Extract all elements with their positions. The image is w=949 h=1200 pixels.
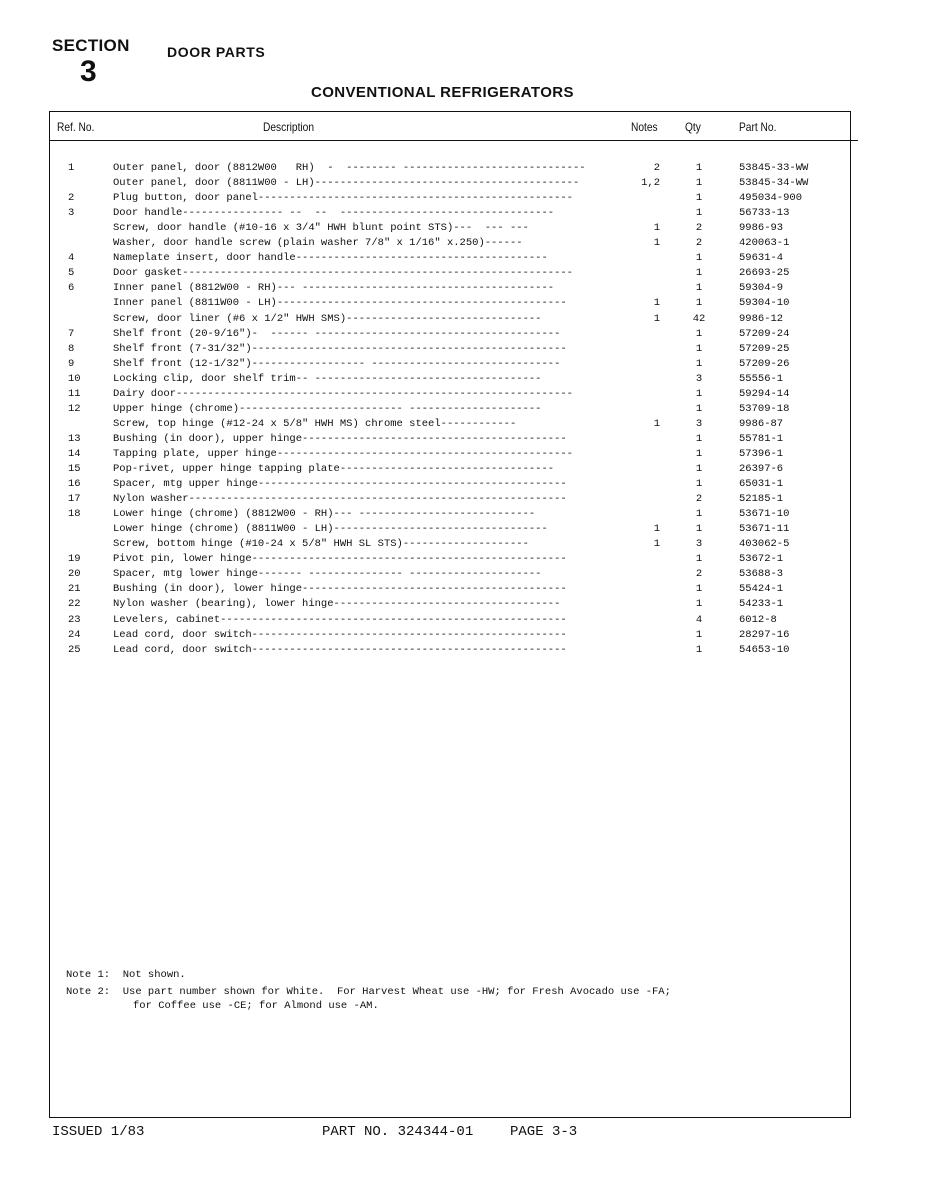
cell-quantity: 1 bbox=[695, 463, 703, 475]
cell-part-number: 6012-8 bbox=[739, 613, 777, 626]
cell-quantity: 1 bbox=[695, 508, 703, 521]
table-row bbox=[0, 477, 949, 492]
table-row bbox=[0, 447, 949, 462]
cell-part-number: 403062-5 bbox=[739, 538, 790, 551]
cell-notes: 1 bbox=[653, 417, 660, 430]
cell-description: Door handle---------------- -- -- ---------------------------------- bbox=[113, 207, 555, 220]
cell-quantity: 1 bbox=[695, 643, 703, 656]
cell-description: Shelf front (20-9/16")- ------ --------------------------------------- bbox=[113, 327, 561, 340]
cell-quantity: 1 bbox=[695, 282, 703, 295]
cell-quantity: 1 bbox=[695, 357, 703, 370]
cell-quantity: 1 bbox=[695, 628, 703, 641]
cell-description: Inner panel (8812W00 - RH)--- ---------------------------------------- bbox=[113, 282, 555, 295]
cell-description: Upper hinge (chrome)-------------------------- --------------------- bbox=[113, 402, 542, 415]
cell-ref-number: 21 bbox=[68, 583, 81, 596]
cell-description: Lower hinge (chrome) (8811W00 - LH)---------------------------------- bbox=[113, 523, 548, 536]
note-2-label: Note 2: bbox=[66, 986, 111, 998]
cell-description: Nameplate insert, door handle---------------------------------------- bbox=[113, 252, 548, 265]
table-row bbox=[0, 221, 949, 236]
table-row bbox=[0, 161, 949, 176]
table-row bbox=[0, 176, 949, 191]
cell-part-number: 55781-1 bbox=[739, 432, 784, 445]
cell-ref-number: 8 bbox=[68, 342, 75, 355]
cell-quantity: 1 bbox=[695, 297, 703, 310]
cell-part-number: 53688-3 bbox=[739, 568, 784, 581]
cell-notes: 1 bbox=[653, 523, 660, 536]
cell-part-number: 56733-13 bbox=[739, 207, 790, 220]
footer-page-number: PAGE 3-3 bbox=[510, 1124, 578, 1140]
cell-ref-number: 5 bbox=[68, 267, 75, 280]
cell-quantity: 42 bbox=[692, 312, 706, 325]
cell-part-number: 28297-16 bbox=[739, 628, 790, 641]
cell-part-number: 55424-1 bbox=[739, 583, 784, 596]
cell-ref-number: 11 bbox=[68, 387, 81, 400]
cell-part-number: 53671-11 bbox=[739, 523, 790, 536]
column-header-ref: Ref. No. bbox=[57, 120, 95, 134]
column-header-description: Description bbox=[263, 120, 315, 134]
cell-description: Shelf front (12-1/32")------------------ ------------------------------ bbox=[113, 357, 561, 370]
cell-quantity: 2 bbox=[695, 568, 703, 581]
cell-part-number: 65031-1 bbox=[739, 478, 784, 491]
cell-part-number: 52185-1 bbox=[739, 493, 784, 506]
cell-ref-number: 6 bbox=[68, 282, 75, 295]
cell-part-number: 54233-1 bbox=[739, 598, 784, 611]
table-row bbox=[0, 492, 949, 507]
cell-ref-number: 1 bbox=[68, 162, 75, 174]
cell-description: Screw, bottom hinge (#10-24 x 5/8" HWH SL STS)-------------------- bbox=[113, 538, 529, 551]
cell-description: Nylon washer (bearing), lower hinge------------------------------------ bbox=[113, 598, 561, 611]
cell-part-number: 53709-18 bbox=[739, 402, 790, 415]
table-row bbox=[0, 266, 949, 281]
cell-description: Plug button, door panel-------------------------------------------------- bbox=[113, 192, 573, 205]
column-header-part: Part No. bbox=[739, 120, 777, 134]
table-row bbox=[0, 507, 949, 522]
cell-quantity: 1 bbox=[695, 387, 703, 400]
cell-part-number: 53671-10 bbox=[739, 508, 790, 521]
cell-part-number: 59631-4 bbox=[739, 252, 784, 265]
cell-part-number: 420063-1 bbox=[739, 237, 790, 250]
cell-quantity: 1 bbox=[695, 207, 703, 220]
cell-description: Screw, door handle (#10-16 x 3/4" HWH blunt point STS)--- --- --- bbox=[113, 222, 529, 235]
cell-part-number: 57209-26 bbox=[739, 357, 790, 370]
table-row bbox=[0, 281, 949, 296]
table-row bbox=[0, 417, 949, 432]
cell-ref-number: 9 bbox=[68, 357, 75, 370]
cell-description: Door gasket-------------------------------------------------------------- bbox=[113, 267, 573, 280]
cell-ref-number: 3 bbox=[68, 207, 75, 220]
note-1-label: Note 1: bbox=[66, 969, 111, 981]
note-2-continued: for Coffee use -CE; for Almond use -AM. bbox=[133, 1000, 379, 1012]
table-row bbox=[0, 643, 949, 658]
cell-description: Bushing (in door), lower hinge------------------------------------------ bbox=[113, 583, 567, 596]
cell-part-number: 9986-87 bbox=[739, 417, 784, 430]
cell-ref-number: 18 bbox=[68, 508, 81, 521]
table-row bbox=[0, 372, 949, 387]
cell-part-number: 9986-93 bbox=[739, 222, 784, 235]
table-row bbox=[0, 357, 949, 372]
cell-ref-number: 24 bbox=[68, 628, 81, 641]
table-row bbox=[0, 628, 949, 643]
table-row bbox=[0, 327, 949, 342]
cell-ref-number: 12 bbox=[68, 402, 81, 415]
table-row bbox=[0, 522, 949, 537]
section-number: 3 bbox=[80, 55, 97, 88]
cell-quantity: 1 bbox=[695, 402, 703, 415]
cell-notes: 1 bbox=[653, 237, 660, 250]
table-row bbox=[0, 251, 949, 266]
cell-description: Tapping plate, upper hinge----------------------------------------------- bbox=[113, 447, 573, 460]
cell-quantity: 1 bbox=[695, 177, 703, 190]
cell-quantity: 1 bbox=[695, 342, 703, 355]
page-title: DOOR PARTS bbox=[167, 44, 266, 60]
cell-ref-number: 17 bbox=[68, 493, 81, 506]
table-row bbox=[0, 387, 949, 402]
table-row bbox=[0, 552, 949, 567]
cell-part-number: 57396-1 bbox=[739, 447, 784, 460]
cell-quantity: 3 bbox=[695, 538, 703, 551]
cell-description: Pivot pin, lower hinge-------------------------------------------------- bbox=[113, 553, 567, 566]
cell-part-number: 9986-12 bbox=[739, 312, 784, 325]
column-header-qty: Qty bbox=[685, 120, 701, 134]
cell-notes: 1 bbox=[653, 312, 660, 325]
cell-description: Washer, door handle screw (plain washer 7/8" x 1/16" x.250)------ bbox=[113, 237, 523, 250]
column-header-notes: Notes bbox=[631, 120, 658, 134]
cell-quantity: 1 bbox=[695, 447, 703, 460]
cell-description: Levelers, cabinet------------------------------------------------------- bbox=[113, 613, 567, 626]
page-subtitle: CONVENTIONAL REFRIGERATORS bbox=[311, 84, 574, 101]
cell-description: Locking clip, door shelf trim-- ------------------------------------ bbox=[113, 372, 542, 385]
footer-issued: ISSUED 1/83 bbox=[52, 1124, 145, 1140]
cell-part-number: 26693-25 bbox=[739, 267, 790, 280]
table-row bbox=[0, 462, 949, 477]
cell-notes: 1,2 bbox=[641, 177, 660, 190]
cell-notes: 1 bbox=[653, 297, 660, 310]
cell-ref-number: 15 bbox=[68, 463, 81, 475]
cell-ref-number: 2 bbox=[68, 192, 75, 205]
cell-quantity: 2 bbox=[695, 222, 703, 235]
footer-part-number: PART NO. 324344-01 bbox=[322, 1124, 474, 1140]
table-row bbox=[0, 206, 949, 221]
cell-part-number: 57209-24 bbox=[739, 327, 790, 340]
cell-quantity: 2 bbox=[695, 237, 703, 250]
cell-description: Screw, door liner (#6 x 1/2" HWH SMS)------------------------------- bbox=[113, 312, 542, 325]
header-divider bbox=[49, 140, 858, 141]
table-row bbox=[0, 432, 949, 447]
cell-notes: 1 bbox=[653, 222, 660, 235]
cell-part-number: 59304-10 bbox=[739, 297, 790, 310]
note-1 bbox=[66, 968, 186, 983]
cell-quantity: 1 bbox=[695, 327, 703, 340]
table-row bbox=[0, 537, 949, 552]
cell-notes: 2 bbox=[653, 162, 660, 174]
cell-ref-number: 20 bbox=[68, 568, 81, 581]
cell-part-number: 57209-25 bbox=[739, 342, 790, 355]
table-row bbox=[0, 236, 949, 251]
cell-part-number: 26397-6 bbox=[739, 463, 784, 475]
cell-part-number: 53845-33-WW bbox=[739, 162, 809, 174]
table-row bbox=[0, 597, 949, 612]
cell-quantity: 1 bbox=[695, 523, 703, 536]
cell-quantity: 3 bbox=[695, 372, 703, 385]
cell-part-number: 59304-9 bbox=[739, 282, 784, 295]
cell-quantity: 1 bbox=[695, 432, 703, 445]
note-2-line-1: Use part number shown for White. For Harvest Wheat use -HW; for Fresh Avocado use -FA; bbox=[122, 986, 671, 998]
table-row bbox=[0, 296, 949, 311]
cell-description: Spacer, mtg lower hinge------- --------------- --------------------- bbox=[113, 568, 542, 581]
cell-ref-number: 4 bbox=[68, 252, 75, 265]
table-row bbox=[0, 402, 949, 417]
cell-description: Nylon washer------------------------------------------------------------ bbox=[113, 493, 567, 506]
table-row bbox=[0, 191, 949, 206]
table-row bbox=[0, 613, 949, 628]
cell-ref-number: 13 bbox=[68, 432, 81, 445]
table-row bbox=[0, 582, 949, 597]
cell-ref-number: 16 bbox=[68, 478, 81, 491]
cell-description: Lead cord, door switch-------------------------------------------------- bbox=[113, 643, 567, 656]
cell-ref-number: 19 bbox=[68, 553, 81, 566]
cell-ref-number: 22 bbox=[68, 598, 81, 611]
cell-description: Screw, top hinge (#12-24 x 5/8" HWH MS) chrome steel------------ bbox=[113, 417, 517, 430]
cell-part-number: 53845-34-WW bbox=[739, 177, 809, 190]
cell-ref-number: 7 bbox=[68, 327, 75, 340]
cell-quantity: 1 bbox=[695, 478, 703, 491]
cell-description: Bushing (in door), upper hinge------------------------------------------ bbox=[113, 432, 567, 445]
cell-ref-number: 25 bbox=[68, 643, 81, 656]
cell-notes: 1 bbox=[653, 538, 660, 551]
cell-part-number: 55556-1 bbox=[739, 372, 784, 385]
cell-part-number: 53672-1 bbox=[739, 553, 784, 566]
cell-quantity: 3 bbox=[695, 417, 703, 430]
cell-description: Pop-rivet, upper hinge tapping plate---------------------------------- bbox=[113, 463, 555, 475]
cell-part-number: 495034-900 bbox=[739, 192, 803, 205]
table-row bbox=[0, 567, 949, 582]
cell-description: Lead cord, door switch-------------------------------------------------- bbox=[113, 628, 567, 641]
cell-ref-number: 14 bbox=[68, 447, 81, 460]
cell-quantity: 1 bbox=[695, 598, 703, 611]
cell-quantity: 1 bbox=[695, 553, 703, 566]
cell-part-number: 59294-14 bbox=[739, 387, 790, 400]
table-row bbox=[0, 312, 949, 327]
cell-quantity: 2 bbox=[695, 493, 703, 506]
note-1-text: Not shown. bbox=[122, 969, 186, 981]
cell-quantity: 1 bbox=[695, 192, 703, 205]
cell-quantity: 1 bbox=[695, 267, 703, 280]
cell-quantity: 1 bbox=[695, 162, 703, 174]
cell-description: Inner panel (8811W00 - LH)---------------------------------------------- bbox=[113, 297, 567, 310]
cell-description: Spacer, mtg upper hinge------------------------------------------------- bbox=[113, 478, 567, 491]
cell-description: Lower hinge (chrome) (8812W00 - RH)--- ---------------------------- bbox=[113, 508, 536, 521]
cell-quantity: 1 bbox=[695, 583, 703, 596]
cell-description: Outer panel, door (8811W00 - LH)------------------------------------------ bbox=[113, 177, 580, 190]
cell-part-number: 54653-10 bbox=[739, 643, 790, 656]
cell-description: Outer panel, door (8812W00 RH) - -------- ----------------------------- bbox=[113, 162, 586, 174]
cell-ref-number: 10 bbox=[68, 372, 81, 385]
section-label: SECTION bbox=[52, 36, 130, 55]
note-2 bbox=[66, 985, 671, 1000]
cell-ref-number: 23 bbox=[68, 613, 81, 626]
table-row bbox=[0, 342, 949, 357]
cell-quantity: 4 bbox=[695, 613, 703, 626]
cell-quantity: 1 bbox=[695, 252, 703, 265]
cell-description: Dairy door--------------------------------------------------------------- bbox=[113, 387, 573, 400]
cell-description: Shelf front (7-31/32")-------------------------------------------------- bbox=[113, 342, 567, 355]
